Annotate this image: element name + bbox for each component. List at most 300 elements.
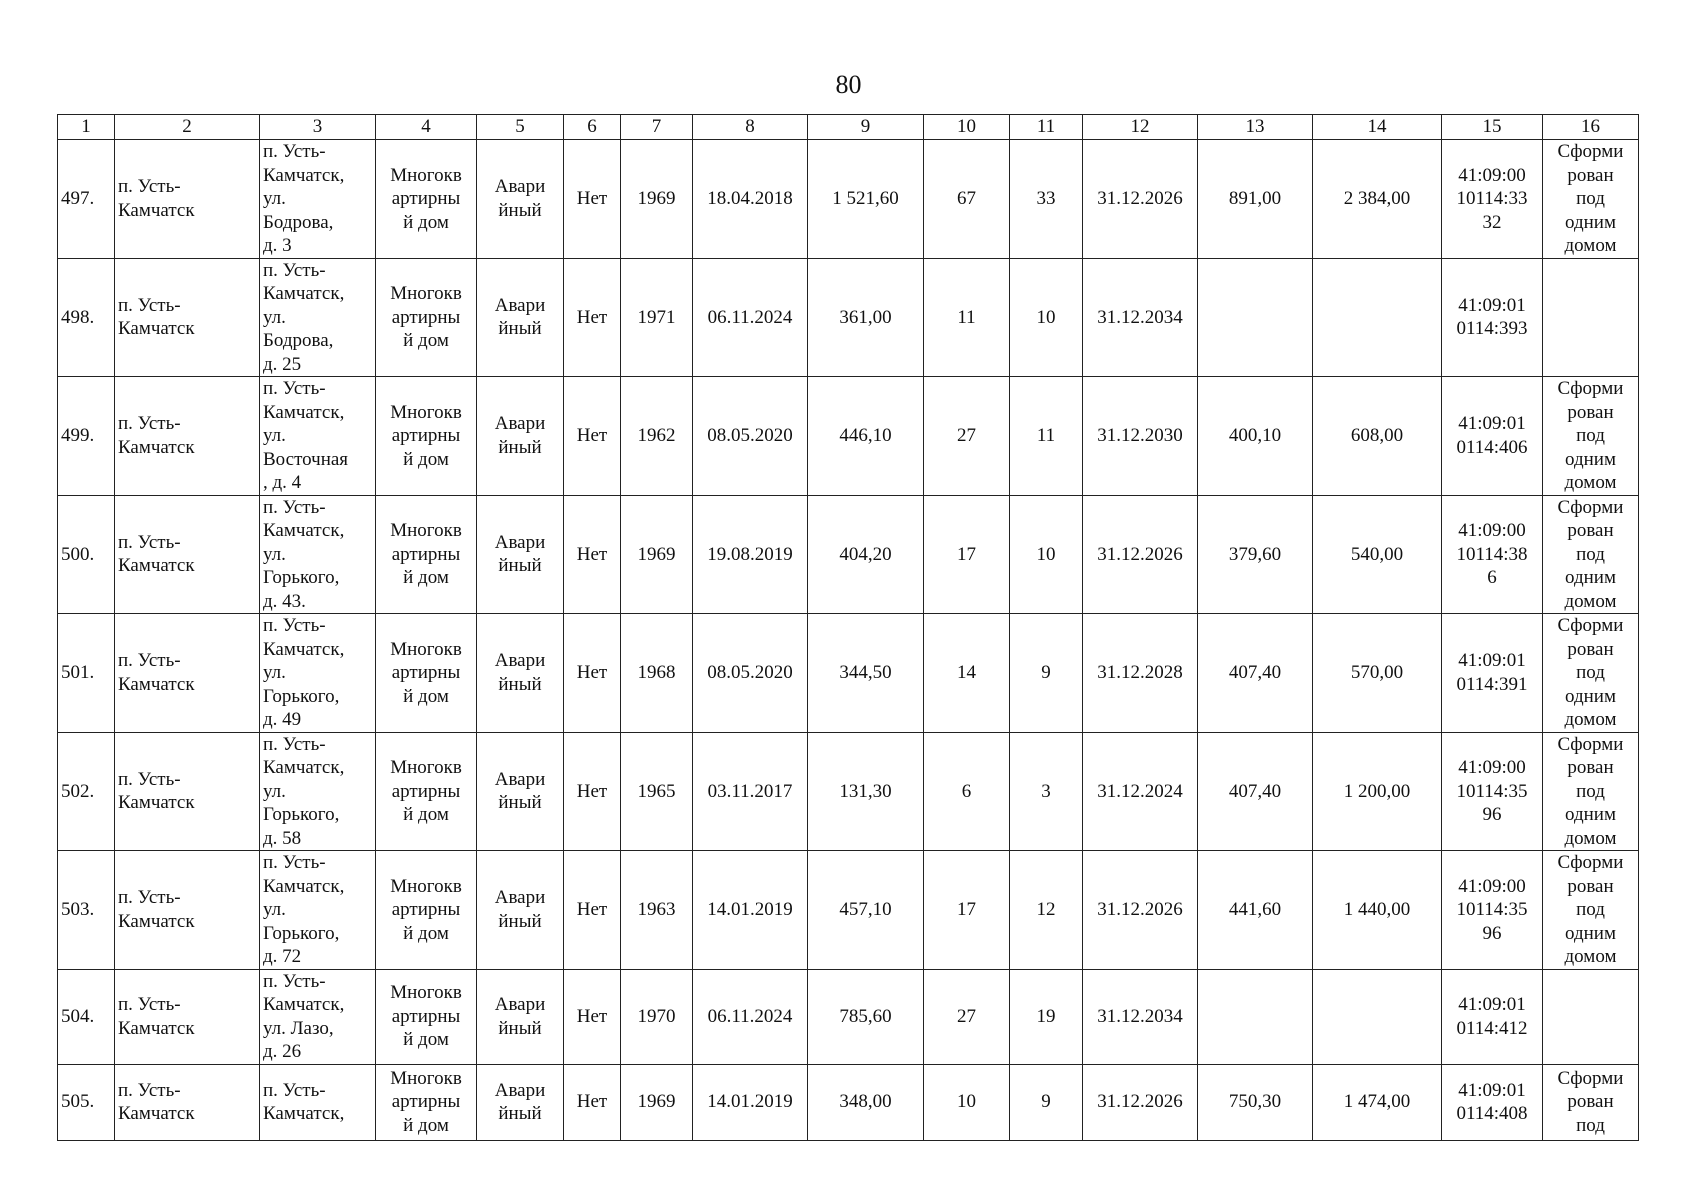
condition-cell-text: Авари йный	[494, 768, 546, 814]
col11-cell	[1010, 614, 1083, 733]
year-cell	[621, 732, 693, 851]
house-type-cell	[376, 140, 477, 259]
note-cell	[1543, 377, 1639, 496]
row-number-text: 498.	[61, 306, 95, 328]
deadline-cell-text: 31.12.2028	[1097, 662, 1183, 683]
col14-cell-text: 2 384,00	[1343, 188, 1411, 209]
flag-cell	[564, 140, 621, 259]
date-cell-text: 18.04.2018	[707, 188, 793, 209]
condition-cell-text: Авари йный	[494, 413, 546, 458]
cadastral-number-cell-text: 41:09:01 0114:408	[1456, 1079, 1528, 1124]
col11-cell	[1010, 258, 1083, 377]
col14-cell-text: 570,00	[1350, 662, 1404, 683]
col11-cell	[1010, 969, 1083, 1064]
year-cell-text: 1969	[637, 1091, 676, 1113]
house-type-cell	[376, 614, 477, 733]
date-cell	[693, 377, 808, 496]
settlement-cell-text: п. Усть- Камчатск	[118, 768, 195, 814]
row-number-text: 501.	[61, 662, 95, 683]
settlement-cell	[115, 614, 260, 733]
date-cell-text: 14.01.2019	[707, 899, 793, 920]
address-cell	[260, 377, 376, 496]
flag-cell-text: Нет	[576, 425, 608, 446]
col14-cell	[1313, 1064, 1442, 1140]
col14-cell	[1313, 377, 1442, 496]
note-cell-text: Сформи рован под одним домом	[1557, 733, 1624, 849]
address-cell-text: п. Усть- Камчатск, ул. Бодрова, д. 25	[263, 259, 345, 375]
col10-cell-text: 11	[957, 306, 976, 328]
note-cell	[1543, 732, 1639, 851]
col14-cell-text: 1 200,00	[1343, 780, 1411, 802]
deadline-cell-text: 31.12.2034	[1097, 1005, 1183, 1027]
cadastral-number-cell-text: 41:09:00 10114:35 96	[1456, 757, 1528, 825]
year-cell	[621, 851, 693, 970]
col14-cell	[1313, 140, 1442, 259]
column-header-12: 12	[1083, 115, 1198, 140]
deadline-cell	[1083, 969, 1198, 1064]
col10-cell	[924, 969, 1010, 1064]
year-cell	[621, 258, 693, 377]
col14-cell	[1313, 614, 1442, 733]
column-header-15: 15	[1442, 115, 1543, 140]
col13-cell	[1198, 495, 1313, 614]
settlement-cell	[115, 258, 260, 377]
year-cell-text: 1969	[637, 188, 676, 209]
address-cell-text: п. Усть- Камчатск, ул. Горького, д. 72	[263, 852, 345, 967]
row-number	[58, 732, 115, 851]
col11-cell-text: 9	[1041, 662, 1051, 683]
area-cell-text: 361,00	[839, 306, 892, 328]
note-cell	[1543, 495, 1639, 614]
address-cell-text: п. Усть- Камчатск,	[263, 1079, 345, 1124]
date-cell	[693, 732, 808, 851]
column-header-11: 11	[1010, 115, 1083, 140]
col10-cell-text: 27	[957, 1005, 976, 1027]
area-cell-text: 131,30	[839, 780, 892, 802]
date-cell-text: 08.05.2020	[707, 425, 793, 446]
table-row	[58, 377, 1639, 496]
settlement-cell	[115, 1064, 260, 1140]
year-cell	[621, 140, 693, 259]
col10-cell	[924, 258, 1010, 377]
area-cell	[808, 851, 924, 970]
flag-cell-text: Нет	[576, 780, 608, 802]
row-number-text: 503.	[61, 899, 95, 920]
col10-cell	[924, 140, 1010, 259]
col11-cell	[1010, 377, 1083, 496]
area-cell	[808, 969, 924, 1064]
condition-cell	[477, 377, 564, 496]
col13-cell	[1198, 851, 1313, 970]
year-cell-text: 1965	[637, 780, 676, 802]
col14-cell-text: 1 440,00	[1343, 899, 1411, 920]
col11-cell-text: 9	[1041, 1091, 1051, 1113]
date-cell-text: 08.05.2020	[707, 662, 793, 683]
condition-cell	[477, 732, 564, 851]
col13-cell-text: 441,60	[1228, 899, 1282, 920]
column-header-16: 16	[1543, 115, 1639, 140]
flag-cell-text: Нет	[576, 543, 608, 565]
year-cell	[621, 614, 693, 733]
house-type-cell-text: Многокв артирны й дом	[390, 520, 462, 588]
flag-cell-text: Нет	[576, 306, 608, 328]
area-cell	[808, 140, 924, 259]
address-cell	[260, 969, 376, 1064]
col13-cell-text: 891,00	[1228, 188, 1282, 209]
col13-cell	[1198, 1064, 1313, 1140]
area-cell	[808, 732, 924, 851]
settlement-cell	[115, 377, 260, 496]
row-number-text: 497.	[61, 188, 95, 209]
date-cell	[693, 258, 808, 377]
col14-cell	[1313, 969, 1442, 1064]
area-cell-text: 344,50	[839, 662, 892, 683]
deadline-cell-text: 31.12.2026	[1097, 899, 1183, 920]
flag-cell	[564, 969, 621, 1064]
address-cell	[260, 1064, 376, 1140]
table-row	[58, 614, 1639, 733]
col14-cell	[1313, 258, 1442, 377]
year-cell	[621, 377, 693, 496]
area-cell-text: 1 521,60	[832, 188, 899, 209]
house-type-cell-text: Многокв артирны й дом	[390, 638, 462, 707]
deadline-cell-text: 31.12.2026	[1097, 1091, 1183, 1113]
column-header-2: 2	[115, 115, 260, 140]
address-cell-text: п. Усть- Камчатск, ул. Бодрова, д. 3	[263, 141, 345, 256]
col10-cell	[924, 851, 1010, 970]
house-type-cell-text: Многокв артирны й дом	[390, 757, 462, 825]
date-cell	[693, 495, 808, 614]
note-cell-text: Сформи рован под	[1557, 1067, 1624, 1136]
area-cell-text: 404,20	[839, 543, 892, 565]
deadline-cell	[1083, 258, 1198, 377]
table-row	[58, 1064, 1639, 1140]
cadastral-number-cell-text: 41:09:01 0114:406	[1456, 413, 1528, 458]
col11-cell	[1010, 495, 1083, 614]
house-type-cell-text: Многокв артирны й дом	[390, 875, 462, 944]
flag-cell-text: Нет	[576, 1005, 608, 1027]
settlement-cell	[115, 732, 260, 851]
settlement-cell-text: п. Усть- Камчатск	[118, 413, 195, 458]
cadastral-number-cell	[1442, 969, 1543, 1064]
deadline-cell	[1083, 140, 1198, 259]
cadastral-number-cell-text: 41:09:00 10114:35 96	[1456, 875, 1528, 944]
date-cell	[693, 969, 808, 1064]
date-cell-text: 03.11.2017	[707, 780, 793, 802]
table-row	[58, 140, 1639, 259]
note-cell-text: Сформи рован под одним домом	[1557, 141, 1624, 256]
flag-cell	[564, 258, 621, 377]
col11-cell-text: 12	[1036, 899, 1056, 920]
flag-cell	[564, 377, 621, 496]
flag-cell	[564, 1064, 621, 1140]
deadline-cell-text: 31.12.2026	[1097, 543, 1183, 565]
condition-cell-text: Авари йный	[494, 294, 546, 340]
flag-cell-text: Нет	[576, 188, 608, 209]
note-cell	[1543, 614, 1639, 733]
condition-cell	[477, 258, 564, 377]
cadastral-number-cell-text: 41:09:00 10114:38 6	[1456, 520, 1528, 588]
row-number	[58, 851, 115, 970]
address-cell-text: п. Усть- Камчатск, ул. Лазо, д. 26	[263, 970, 345, 1062]
col13-cell	[1198, 140, 1313, 259]
deadline-cell	[1083, 1064, 1198, 1140]
note-cell-text: Сформи рован под одним домом	[1557, 852, 1624, 967]
deadline-cell	[1083, 377, 1198, 496]
row-number-text: 502.	[61, 780, 95, 802]
row-number	[58, 258, 115, 377]
col11-cell-text: 10	[1036, 306, 1056, 328]
area-cell-text: 457,10	[839, 899, 892, 920]
col13-cell-text: 379,60	[1228, 543, 1282, 565]
row-number	[58, 377, 115, 496]
flag-cell-text: Нет	[576, 1091, 608, 1113]
area-cell-text: 785,60	[839, 1005, 892, 1027]
cadastral-number-cell	[1442, 377, 1543, 496]
area-cell	[808, 614, 924, 733]
col10-cell	[924, 1064, 1010, 1140]
table-row	[58, 732, 1639, 851]
deadline-cell-text: 31.12.2026	[1097, 188, 1183, 209]
note-cell-text: Сформи рован под одним домом	[1557, 496, 1624, 612]
col14-cell-text: 540,00	[1350, 543, 1404, 565]
col10-cell-text: 14	[957, 662, 976, 683]
settlement-cell	[115, 969, 260, 1064]
condition-cell-text: Авари йный	[494, 650, 546, 695]
house-type-cell-text: Многокв артирны й дом	[390, 982, 462, 1051]
cadastral-number-cell-text: 41:09:00 10114:33 32	[1456, 164, 1528, 233]
year-cell-text: 1968	[637, 662, 676, 683]
date-cell	[693, 1064, 808, 1140]
house-type-cell-text: Многокв артирны й дом	[390, 1067, 462, 1136]
column-header-5: 5	[477, 115, 564, 140]
column-header-6: 6	[564, 115, 621, 140]
year-cell	[621, 495, 693, 614]
condition-cell	[477, 969, 564, 1064]
house-type-cell	[376, 377, 477, 496]
address-cell-text: п. Усть- Камчатск, ул. Восточная , д. 4	[263, 378, 349, 493]
column-header-9: 9	[808, 115, 924, 140]
condition-cell	[477, 140, 564, 259]
condition-cell-text: Авари йный	[494, 1079, 546, 1124]
col11-cell-text: 19	[1036, 1005, 1056, 1027]
col13-cell	[1198, 377, 1313, 496]
condition-cell	[477, 495, 564, 614]
address-cell	[260, 614, 376, 733]
table-row	[58, 258, 1639, 377]
address-cell-text: п. Усть- Камчатск, ул. Горького, д. 43.	[263, 496, 345, 612]
cadastral-number-cell	[1442, 851, 1543, 970]
col13-cell	[1198, 614, 1313, 733]
house-type-cell-text: Многокв артирны й дом	[390, 401, 462, 470]
settlement-cell-text: п. Усть- Камчатск	[118, 294, 195, 340]
col13-cell	[1198, 732, 1313, 851]
area-cell-text: 348,00	[839, 1091, 892, 1113]
column-header-8: 8	[693, 115, 808, 140]
settlement-cell	[115, 140, 260, 259]
date-cell-text: 06.11.2024	[707, 1005, 793, 1027]
settlement-cell	[115, 495, 260, 614]
date-cell-text: 19.08.2019	[707, 543, 793, 565]
deadline-cell-text: 31.12.2034	[1097, 306, 1183, 328]
year-cell-text: 1969	[637, 543, 676, 565]
row-number	[58, 1064, 115, 1140]
flag-cell-text: Нет	[576, 899, 608, 920]
deadline-cell	[1083, 851, 1198, 970]
header-row	[58, 115, 1639, 140]
settlement-cell-text: п. Усть- Камчатск	[118, 531, 195, 577]
deadline-cell	[1083, 614, 1198, 733]
date-cell-text: 14.01.2019	[707, 1091, 793, 1113]
col11-cell-text: 3	[1041, 780, 1051, 802]
year-cell-text: 1970	[637, 1005, 676, 1027]
row-number-text: 500.	[61, 543, 95, 565]
address-cell	[260, 140, 376, 259]
deadline-cell	[1083, 732, 1198, 851]
row-number-text: 505.	[61, 1091, 95, 1113]
area-cell	[808, 495, 924, 614]
condition-cell	[477, 614, 564, 733]
house-type-cell	[376, 258, 477, 377]
address-cell	[260, 851, 376, 970]
flag-cell	[564, 495, 621, 614]
cadastral-number-cell-text: 41:09:01 0114:391	[1456, 650, 1528, 695]
column-header-13: 13	[1198, 115, 1313, 140]
col11-cell	[1010, 851, 1083, 970]
house-type-cell	[376, 495, 477, 614]
column-header-14: 14	[1313, 115, 1442, 140]
col14-cell	[1313, 495, 1442, 614]
flag-cell	[564, 614, 621, 733]
settlement-cell-text: п. Усть- Камчатск	[118, 176, 195, 221]
col11-cell-text: 11	[1036, 425, 1056, 446]
deadline-cell	[1083, 495, 1198, 614]
flag-cell	[564, 851, 621, 970]
condition-cell	[477, 1064, 564, 1140]
note-cell-text: Сформи рован под одним домом	[1557, 615, 1624, 730]
col10-cell	[924, 614, 1010, 733]
cadastral-number-cell-text: 41:09:01 0114:393	[1456, 294, 1528, 340]
house-type-cell	[376, 1064, 477, 1140]
flag-cell-text: Нет	[576, 662, 608, 683]
note-cell	[1543, 851, 1639, 970]
note-cell	[1543, 969, 1639, 1064]
note-cell	[1543, 1064, 1639, 1140]
row-number	[58, 140, 115, 259]
column-header-4: 4	[376, 115, 477, 140]
row-number-text: 504.	[61, 1005, 95, 1027]
cadastral-number-cell	[1442, 614, 1543, 733]
col10-cell-text: 27	[957, 425, 976, 446]
column-header-7: 7	[621, 115, 693, 140]
date-cell	[693, 140, 808, 259]
cadastral-number-cell	[1442, 495, 1543, 614]
settlement-cell-text: п. Усть- Камчатск	[118, 650, 195, 695]
col14-cell-text: 1 474,00	[1343, 1091, 1411, 1113]
cadastral-number-cell-text: 41:09:01 0114:412	[1456, 994, 1528, 1039]
table-row	[58, 495, 1639, 614]
year-cell-text: 1963	[637, 899, 676, 920]
date-cell-text: 06.11.2024	[707, 306, 793, 328]
col10-cell-text: 17	[957, 543, 976, 565]
col13-cell	[1198, 258, 1313, 377]
col13-cell-text: 407,40	[1228, 662, 1282, 683]
col13-cell-text: 407,40	[1228, 780, 1282, 802]
house-type-cell	[376, 732, 477, 851]
house-type-cell	[376, 969, 477, 1064]
col13-cell-text: 400,10	[1228, 425, 1282, 446]
col14-cell	[1313, 851, 1442, 970]
table-row	[58, 851, 1639, 970]
row-number	[58, 969, 115, 1064]
year-cell-text: 1962	[637, 425, 676, 446]
row-number	[58, 614, 115, 733]
year-cell	[621, 969, 693, 1064]
column-header-3: 3	[260, 115, 376, 140]
address-cell-text: п. Усть- Камчатск, ул. Горького, д. 49	[263, 615, 345, 730]
flag-cell	[564, 732, 621, 851]
col13-cell	[1198, 969, 1313, 1064]
note-cell	[1543, 258, 1639, 377]
area-cell	[808, 1064, 924, 1140]
col11-cell	[1010, 732, 1083, 851]
housing-registry-table	[57, 114, 1639, 1141]
col14-cell	[1313, 732, 1442, 851]
col10-cell	[924, 495, 1010, 614]
col11-cell-text: 33	[1036, 188, 1056, 209]
cadastral-number-cell	[1442, 140, 1543, 259]
date-cell	[693, 614, 808, 733]
date-cell	[693, 851, 808, 970]
row-number	[58, 495, 115, 614]
year-cell-text: 1971	[637, 306, 676, 328]
house-type-cell-text: Многокв артирны й дом	[390, 164, 462, 233]
address-cell	[260, 495, 376, 614]
house-type-cell-text: Многокв артирны й дом	[390, 283, 462, 351]
address-cell-text: п. Усть- Камчатск, ул. Горького, д. 58	[263, 733, 345, 849]
note-cell	[1543, 140, 1639, 259]
table-body	[58, 140, 1639, 1141]
col10-cell	[924, 377, 1010, 496]
col10-cell-text: 17	[957, 899, 976, 920]
col13-cell-text: 750,30	[1228, 1091, 1282, 1113]
col14-cell-text: 608,00	[1350, 425, 1404, 446]
col11-cell	[1010, 1064, 1083, 1140]
deadline-cell-text: 31.12.2024	[1097, 780, 1183, 802]
column-header-10: 10	[924, 115, 1010, 140]
col11-cell	[1010, 140, 1083, 259]
table-row	[58, 969, 1639, 1064]
condition-cell-text: Авари йный	[494, 887, 546, 932]
area-cell	[808, 377, 924, 496]
table-header	[58, 115, 1639, 140]
page-number: 80	[835, 70, 862, 99]
settlement-cell-text: п. Усть- Камчатск	[118, 1079, 195, 1124]
row-number-text: 499.	[61, 425, 95, 446]
address-cell	[260, 732, 376, 851]
col10-cell	[924, 732, 1010, 851]
address-cell	[260, 258, 376, 377]
condition-cell-text: Авари йный	[494, 176, 546, 221]
col10-cell-text: 67	[957, 188, 976, 209]
condition-cell-text: Авари йный	[494, 531, 546, 577]
col10-cell-text: 6	[961, 780, 972, 802]
year-cell	[621, 1064, 693, 1140]
deadline-cell-text: 31.12.2030	[1097, 425, 1183, 446]
condition-cell	[477, 851, 564, 970]
col11-cell-text: 10	[1036, 543, 1056, 565]
condition-cell-text: Авари йный	[494, 994, 546, 1039]
